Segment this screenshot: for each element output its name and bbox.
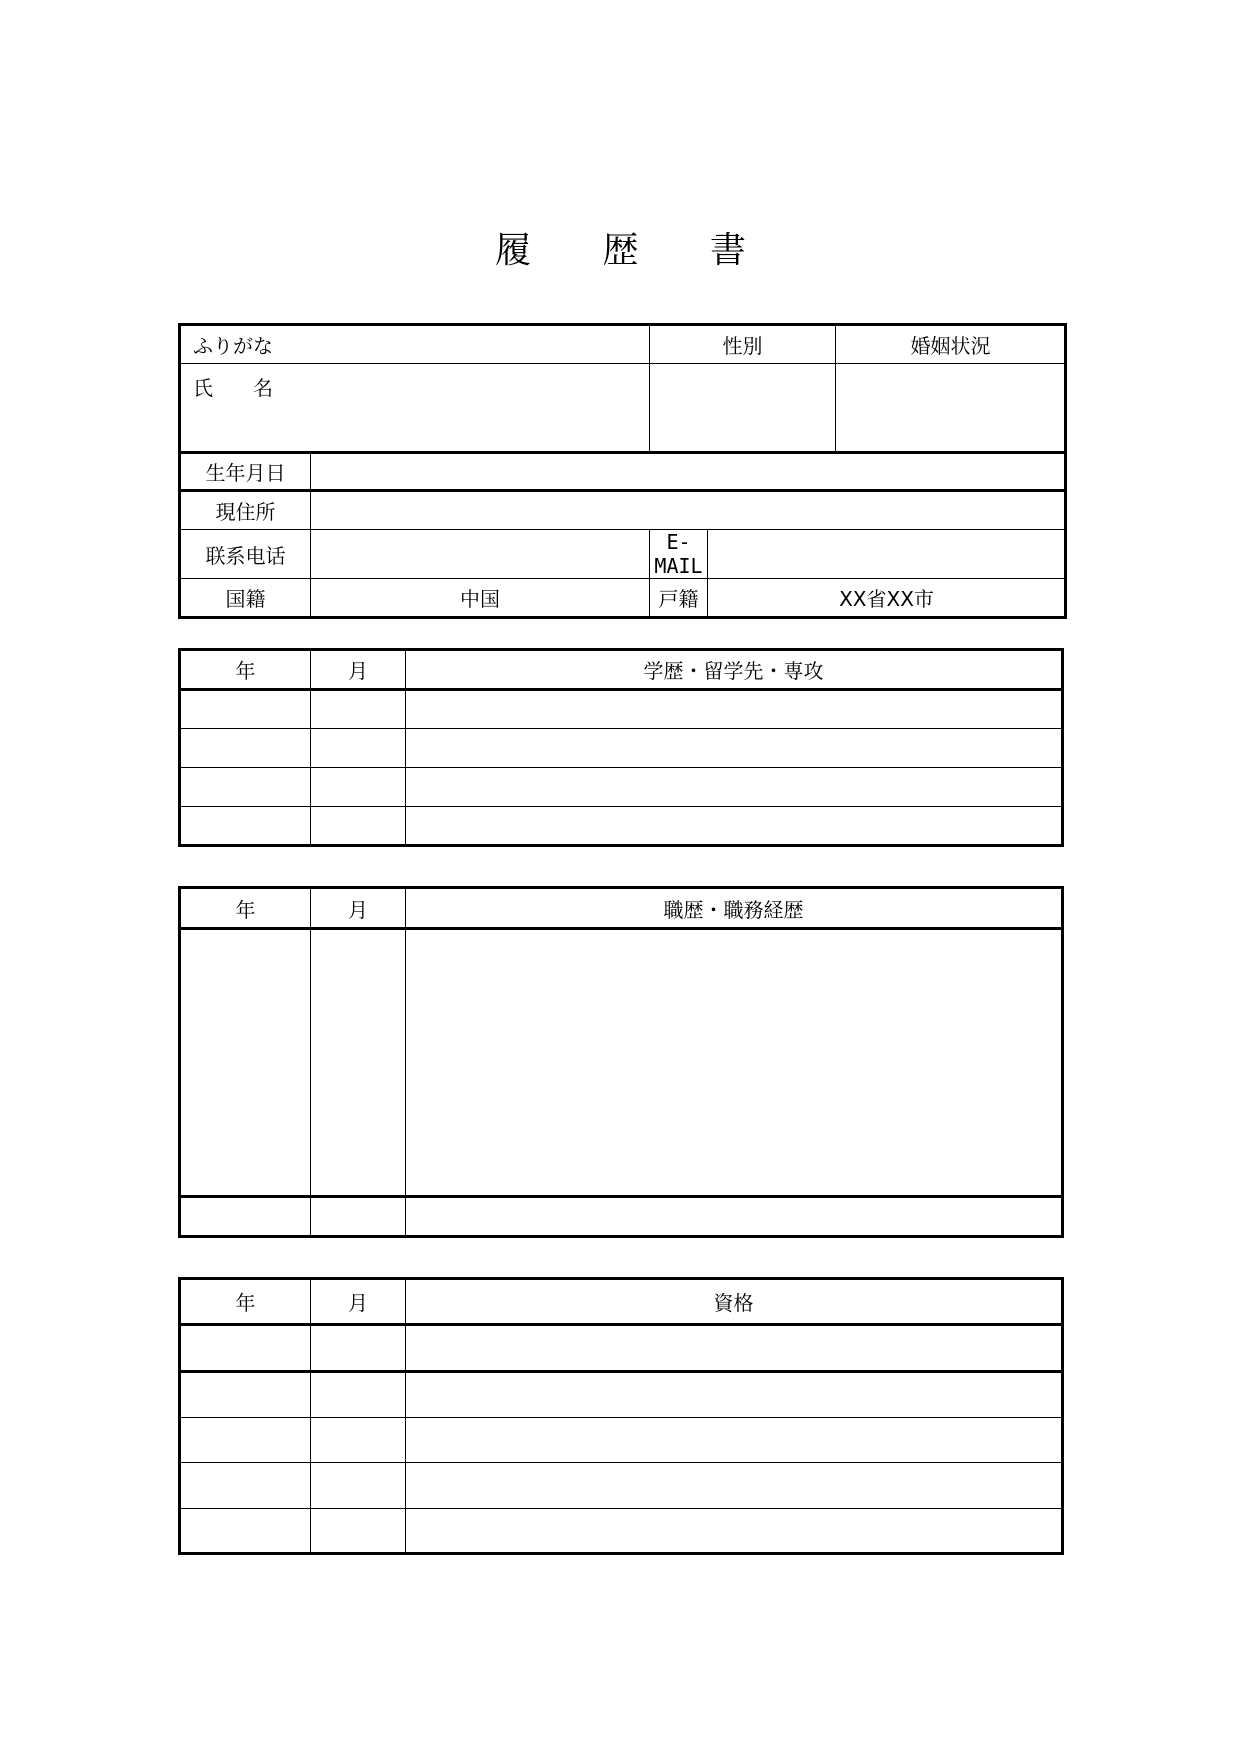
career-table [178, 886, 1064, 1238]
email-field[interactable] [708, 530, 1066, 579]
education-table [178, 648, 1064, 847]
address-label: 現住所 [180, 491, 311, 530]
table-row[interactable] [180, 1371, 1063, 1417]
profile-table [178, 323, 1067, 619]
marital-field[interactable] [836, 364, 1066, 453]
nationality-value[interactable]: 中国 [311, 579, 650, 618]
birth-label: 生年月日 [180, 453, 311, 491]
table-row[interactable] [180, 1418, 1063, 1463]
table-row[interactable] [180, 807, 1063, 846]
name-field[interactable]: 氏 名 [180, 364, 650, 453]
table-row[interactable] [180, 929, 1063, 1197]
table-row[interactable] [180, 1325, 1063, 1371]
month-header: 月 [311, 1279, 406, 1325]
table-row[interactable] [180, 729, 1063, 768]
month-header: 月 [311, 888, 406, 929]
birth-field[interactable] [311, 453, 1066, 491]
qualifications-table [178, 1277, 1064, 1555]
qualifications-header: 資格 [406, 1279, 1063, 1325]
education-header: 学歴・留学先・専攻 [406, 650, 1063, 690]
career-header: 職歴・職務経歴 [406, 888, 1063, 929]
gender-field[interactable] [650, 364, 836, 453]
month-header: 月 [311, 650, 406, 690]
domicile-value[interactable]: XX省XX市 [708, 579, 1066, 618]
gender-label: 性別 [650, 325, 836, 364]
nationality-label: 国籍 [180, 579, 311, 618]
domicile-label: 戸籍 [650, 579, 708, 618]
year-header: 年 [180, 1279, 311, 1325]
table-row[interactable] [180, 690, 1063, 729]
table-row[interactable] [180, 1197, 1063, 1237]
address-field[interactable] [311, 491, 1066, 530]
email-label: E-MAIL [650, 530, 708, 579]
page-title: 履 歴 書 [495, 230, 776, 271]
table-row[interactable] [180, 1508, 1063, 1553]
year-header: 年 [180, 888, 311, 929]
table-row[interactable] [180, 768, 1063, 807]
year-header: 年 [180, 650, 311, 690]
phone-label: 联系电话 [180, 530, 311, 579]
table-row[interactable] [180, 1463, 1063, 1508]
phone-field[interactable] [311, 530, 650, 579]
marital-label: 婚姻状況 [836, 325, 1066, 364]
furigana-label: ふりがな [180, 325, 650, 364]
